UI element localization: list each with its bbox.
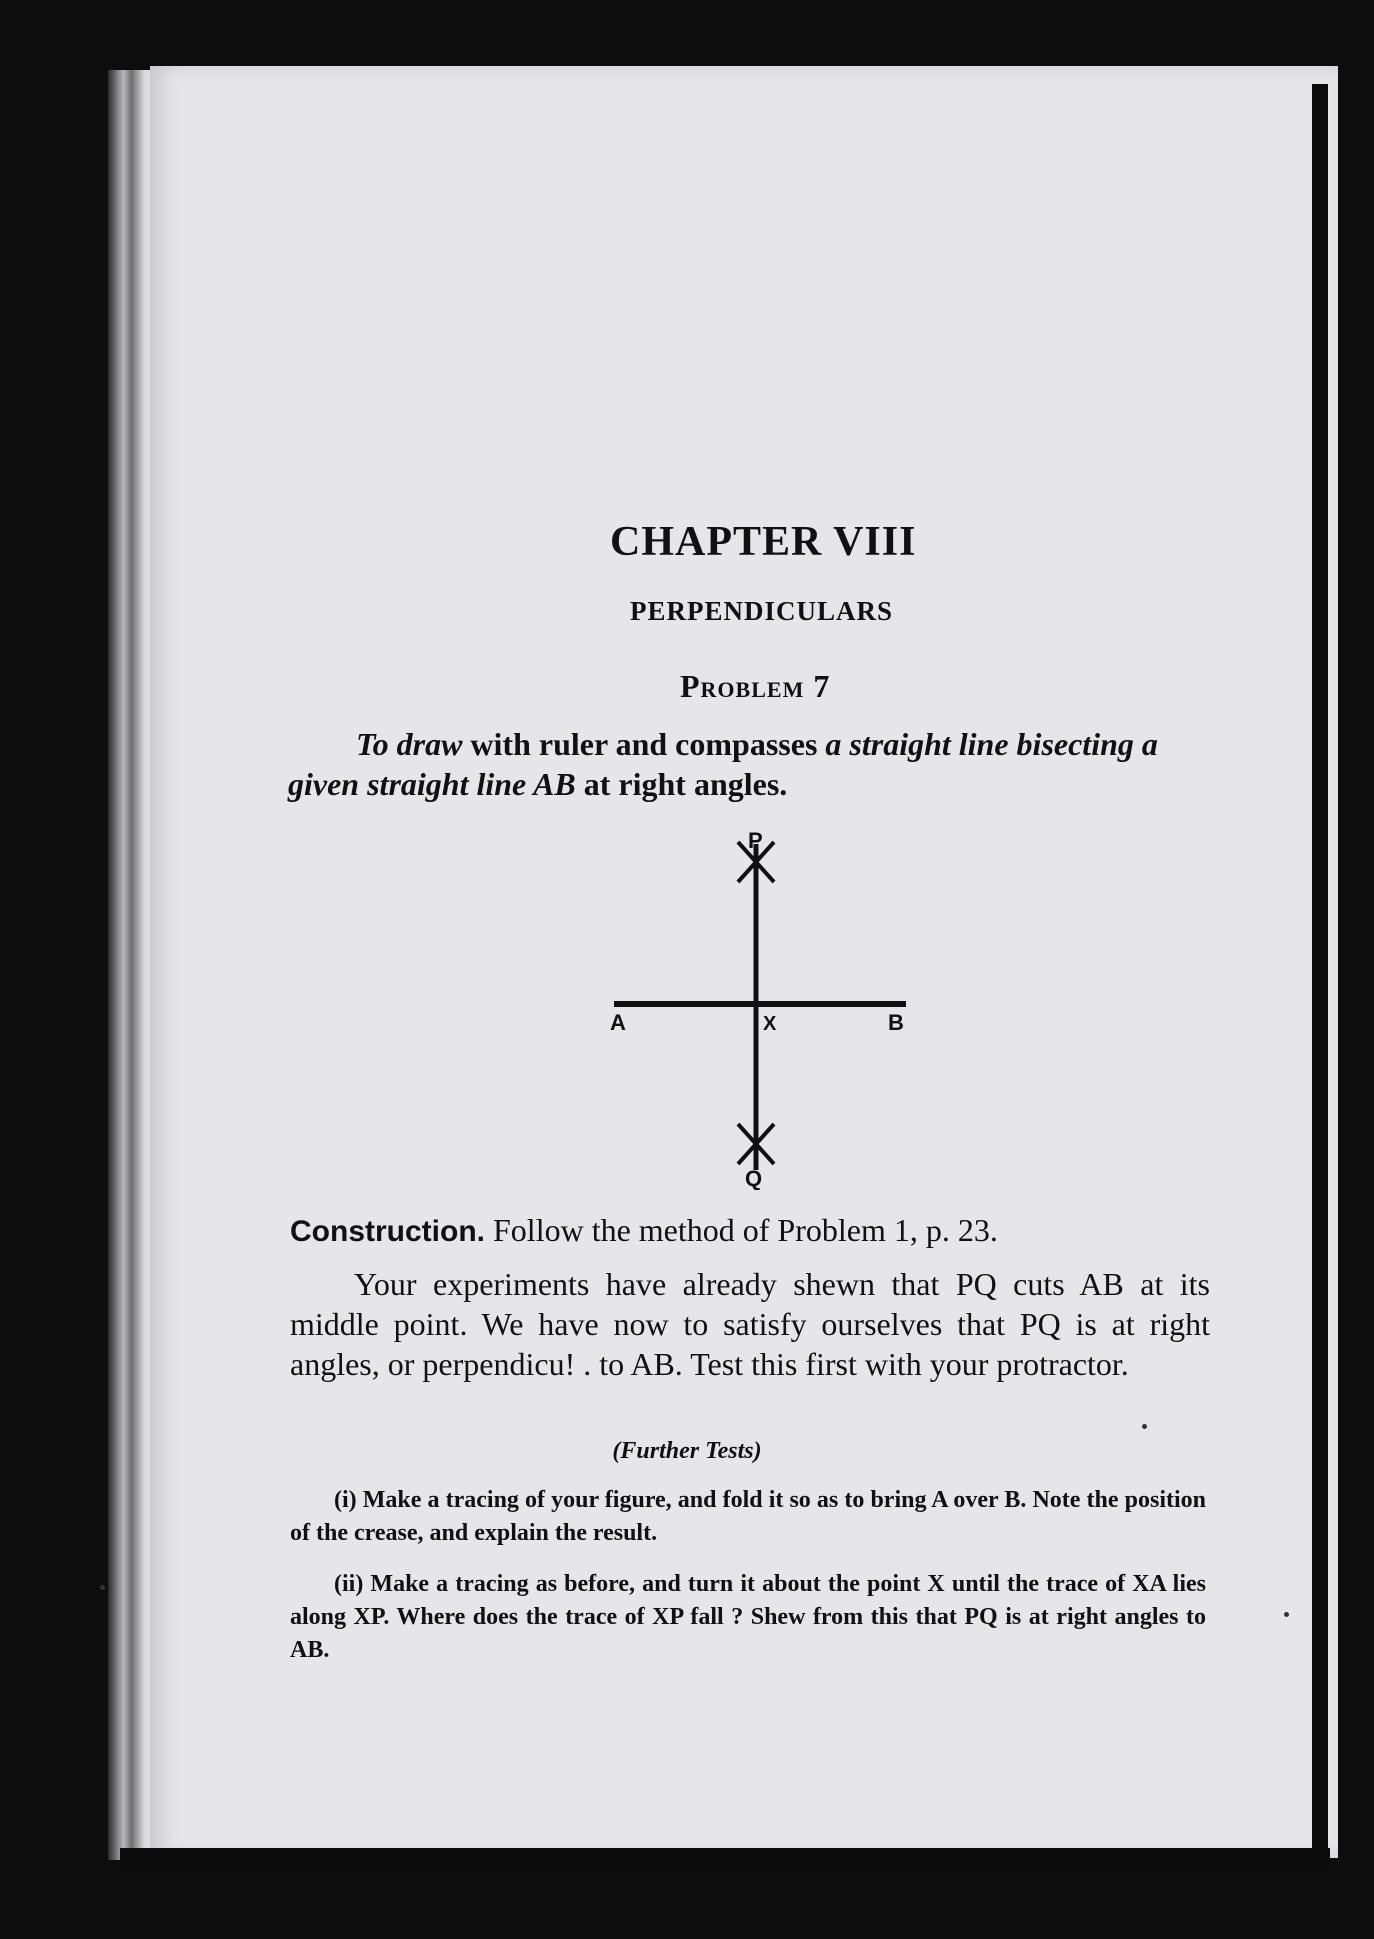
label-b: B <box>888 1010 904 1035</box>
ink-speck <box>1142 1424 1147 1429</box>
ink-speck <box>1284 1612 1289 1617</box>
perpendicular-figure <box>600 824 940 1190</box>
test-item-1: (i) Make a tracing of your figure, and fold it so as to bring A over B. Note the position of the crease, and explain the result. <box>290 1487 1206 1546</box>
statement-part2: with ruler and compasses <box>462 726 826 762</box>
further-tests-heading: (Further Tests) <box>612 1438 762 1464</box>
label-p: P <box>748 828 763 853</box>
further-tests <box>290 1484 1206 1685</box>
label-q: Q <box>745 1166 763 1190</box>
test-item-2: (ii) Make a tracing as before, and turn it about the point X until the trace of XA lies along XP. Where does the trace of XP fall ? Shew from this that PQ is at right angles to AB. <box>290 1571 1206 1663</box>
chapter-heading: CHAPTER VIII <box>610 519 917 565</box>
statement-part3: a straight line bisecting a given straight line AB <box>288 726 1158 802</box>
construction-lead: Construction. <box>290 1215 485 1248</box>
problem-statement <box>288 724 1228 804</box>
statement-part4: at right angles. <box>575 766 788 802</box>
construction-para2: Your experiments have already shewn that PQ cuts AB at its middle point. We have now to satisfy ourselves that PQ is at right angles, or perpendicu! . to AB. Test this first with your protractor. <box>290 1266 1210 1382</box>
page-edge-right <box>1312 84 1328 1854</box>
construction-text <box>290 1210 1210 1384</box>
statement-part1: To draw <box>356 726 463 762</box>
construction-line1 <box>290 1210 1210 1252</box>
ink-speck <box>100 1585 105 1590</box>
section-title: PERPENDICULARS <box>630 596 894 626</box>
label-x: X <box>763 1013 777 1035</box>
problem-heading: Problem 7 <box>680 668 831 704</box>
page-edge-bottom <box>120 1848 1330 1866</box>
label-a: A <box>610 1010 626 1035</box>
construction-line1-text: Follow the method of Problem 1, p. 23. <box>485 1212 998 1248</box>
